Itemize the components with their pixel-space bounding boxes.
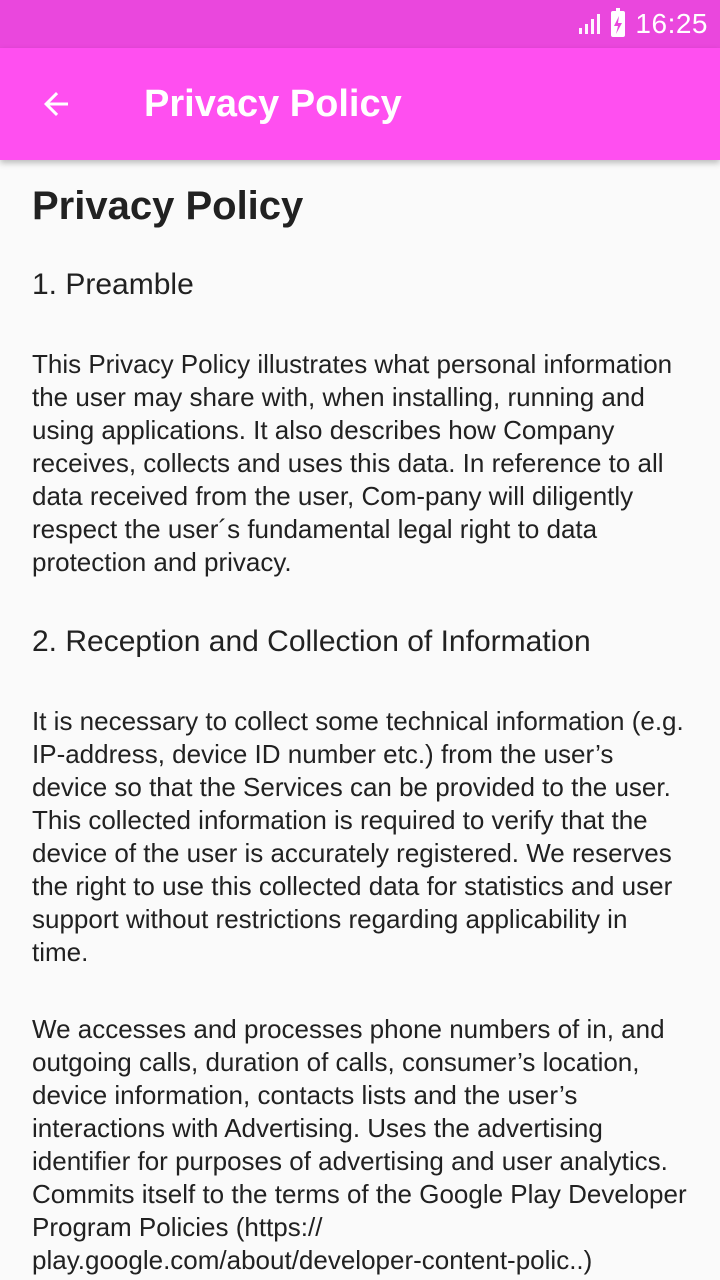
back-button[interactable] xyxy=(24,72,88,136)
app-bar xyxy=(0,48,720,160)
paragraph-reception-1: It is necessary to collect some technical information (e.g. IP-address, device ID number etc.) from the user’s device so that the Services can be provided to the user. This collected information is required to verify that the device of the user is accurately registered. We reserves the right to use this collected data for statistics and user support without restrictions regarding applicability in time. xyxy=(32,706,684,967)
arrow-back-icon xyxy=(38,86,74,122)
signal-icon xyxy=(577,11,603,37)
status-bar xyxy=(0,0,720,48)
paragraph-reception-2: We accesses and processes phone numbers of in, and outgoing calls, duration of calls, consumer’s location, device information, contacts lists and the user’s interactions with Advertising. Uses the advertising identifier for purposes of advertising and user analytics. Commits itself to the terms of the Google Play Developer Program Policies (https:// play.google.com/about/developer-content-polic..) xyxy=(32,1014,687,1275)
status-time: 16:25 xyxy=(635,8,708,39)
app-bar-title: Privacy Policy xyxy=(144,83,402,125)
section-heading-reception: 2. Reception and Collection of Information xyxy=(32,625,591,658)
section-heading-preamble: 1. Preamble xyxy=(32,268,194,301)
policy-content[interactable] xyxy=(0,160,720,1280)
status-icons xyxy=(577,0,708,48)
document-title: Privacy Policy xyxy=(32,184,304,228)
battery-charging-icon xyxy=(611,11,625,37)
paragraph-preamble: This Privacy Policy illustrates what personal information the user may share with, when installing, running and using applications. It also describes how Company receives, collects and uses this data. In reference to all data received from the user, Com-pany will diligently respect the user´s fundamental legal right to data protection and privacy. xyxy=(32,349,673,577)
